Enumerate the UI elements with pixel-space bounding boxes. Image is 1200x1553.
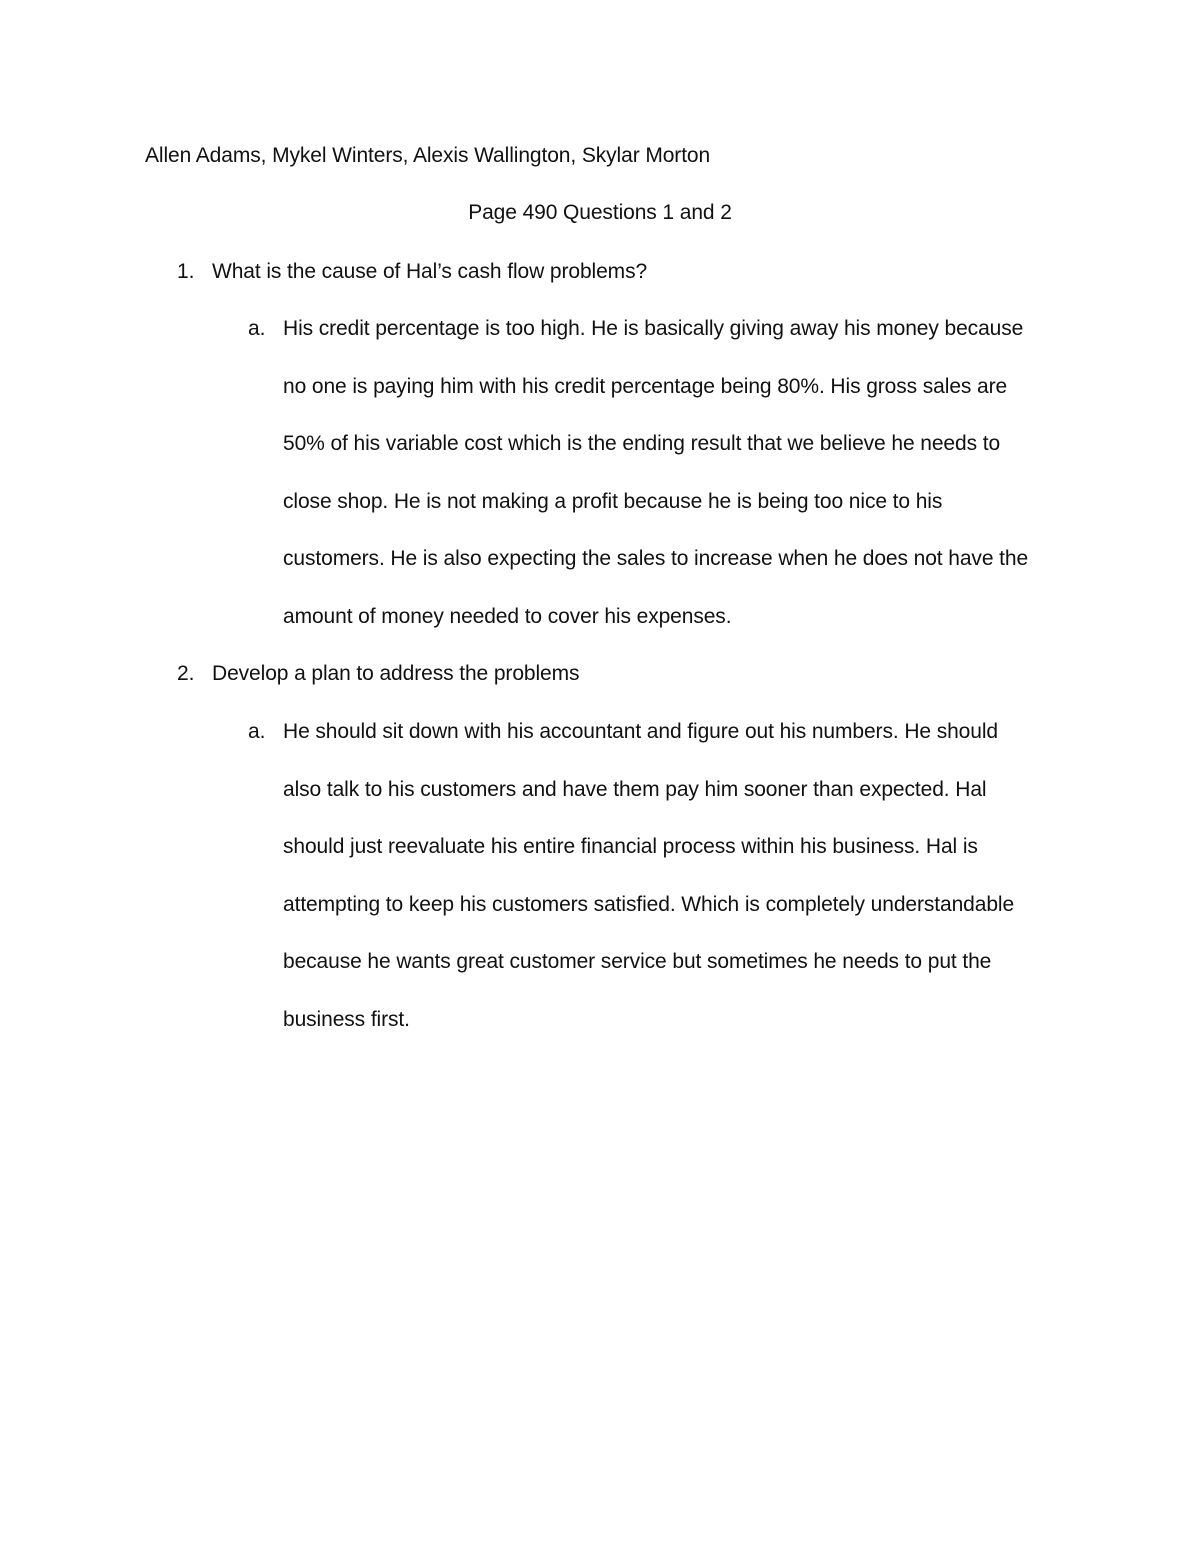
answer-2-letter: a. <box>248 720 266 743</box>
answer-1-letter: a. <box>248 317 266 340</box>
question-2-number: 2. <box>177 662 195 685</box>
answer-2-line: should just reevaluate his entire financial process within his business. Hal is <box>283 835 978 858</box>
answer-2-line: business first. <box>283 1008 410 1031</box>
answer-1-line: close shop. He is not making a profit because he is being too nice to his <box>283 490 943 513</box>
answer-2-line: attempting to keep his customers satisfied. Which is completely understandable <box>283 893 1015 916</box>
answer-1-line: no one is paying him with his credit percentage being 80%. His gross sales are <box>283 375 1008 398</box>
answer-2-line: because he wants great customer service but sometimes he needs to put the <box>283 950 992 973</box>
answer-1-line: amount of money needed to cover his expenses. <box>283 605 732 628</box>
author-names: Allen Adams, Mykel Winters, Alexis Wallington, Skylar Morton <box>145 144 711 167</box>
answer-2-line: He should sit down with his accountant and figure out his numbers. He should <box>283 720 998 743</box>
document-title: Page 490 Questions 1 and 2 <box>468 201 732 224</box>
answer-1-line: His credit percentage is too high. He is basically giving away his money because <box>283 317 1024 340</box>
answer-1-line: 50% of his variable cost which is the ending result that we believe he needs to <box>283 432 1001 455</box>
answer-1-line: customers. He is also expecting the sales to increase when he does not have the <box>283 547 1029 570</box>
question-1-text: What is the cause of Hal’s cash flow problems? <box>212 260 648 283</box>
answer-2-line: also talk to his customers and have them pay him sooner than expected. Hal <box>283 778 987 801</box>
question-1-number: 1. <box>177 260 195 283</box>
question-2-text: Develop a plan to address the problems <box>212 662 580 685</box>
